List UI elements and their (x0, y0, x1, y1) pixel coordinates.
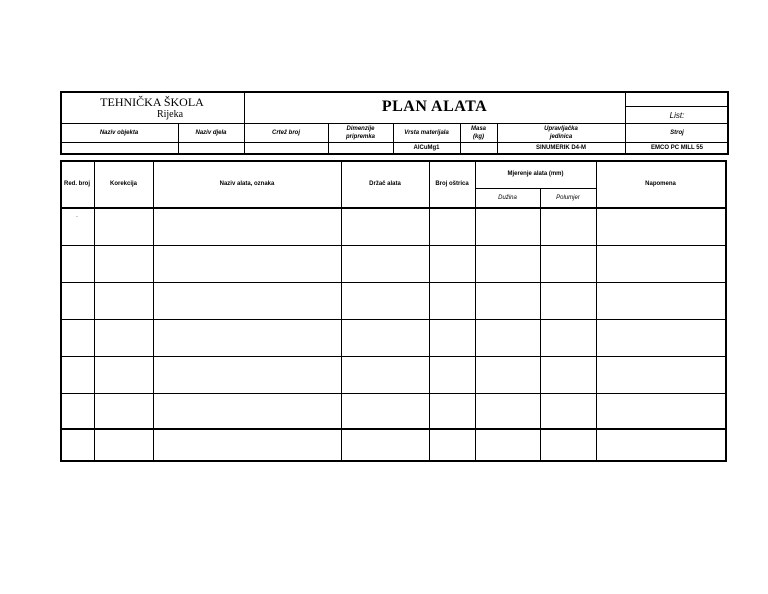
school-city: Rijeka (156, 108, 184, 120)
column-header-radius: Polumjer (556, 195, 580, 201)
column-header-note: Napomena (645, 180, 676, 187)
column-header-blade-count: Broj oštrica (435, 180, 469, 187)
column-header-correction: Korekcija (109, 180, 137, 187)
blank-dimensions-label-line1: Dimenzije (346, 126, 375, 132)
drawing-number-field[interactable] (245, 143, 327, 153)
sheet-label: List: (669, 110, 685, 120)
first-row-mark: . (76, 213, 78, 219)
page-title: PLAN ALATA (381, 98, 488, 115)
table-row[interactable] (62, 357, 725, 392)
mass-label-line1: Masa (470, 126, 486, 132)
column-header-measurement: Mjerenje alata (mm) (507, 171, 564, 177)
object-name-field[interactable] (62, 143, 177, 153)
blank-dimensions-label (328, 124, 393, 142)
table-row[interactable] (62, 209, 725, 244)
mass-label-line2: (kg) (473, 134, 484, 140)
header-block (60, 91, 729, 155)
table-row[interactable] (62, 394, 725, 427)
column-header-tool-holder: Držač alata (369, 180, 401, 187)
material-type-label: Vrsta materijala (404, 130, 449, 136)
drawing-number-label: Crtež broj (271, 130, 300, 136)
column-header-tool-name: Naziv alata, oznaka (219, 180, 275, 187)
column-header-length: Dužina (498, 195, 517, 201)
control-unit-label (497, 124, 625, 142)
table-row[interactable] (62, 430, 725, 459)
school-name: TEHNIČKA ŠKOLA (100, 94, 204, 109)
control-unit-value[interactable]: SINUMERIK D4-M (535, 145, 586, 151)
machine-label: Stroj (670, 130, 684, 136)
part-name-field[interactable] (179, 143, 243, 153)
table-row[interactable] (62, 246, 725, 281)
control-unit-label-line2: jedinica (549, 134, 573, 140)
part-name-label: Naziv djela (195, 130, 227, 136)
table-row[interactable] (62, 283, 725, 318)
sheet-number-field[interactable] (626, 92, 726, 105)
material-value[interactable]: AlCuMg1 (413, 145, 440, 151)
table-row[interactable] (62, 320, 725, 355)
blank-dimensions-field[interactable] (329, 143, 392, 153)
mass-field[interactable] (461, 143, 496, 153)
machine-value[interactable]: EMCO PC MILL 55 (651, 145, 703, 151)
blank-dimensions-label-line2: pripremka (345, 134, 375, 140)
control-unit-label-line1: Upravljačka (544, 126, 578, 132)
object-name-label: Naziv objekta (99, 130, 139, 136)
tool-table (60, 160, 727, 462)
mass-label (460, 124, 497, 142)
column-header-row-number: Red. broj (63, 180, 90, 187)
